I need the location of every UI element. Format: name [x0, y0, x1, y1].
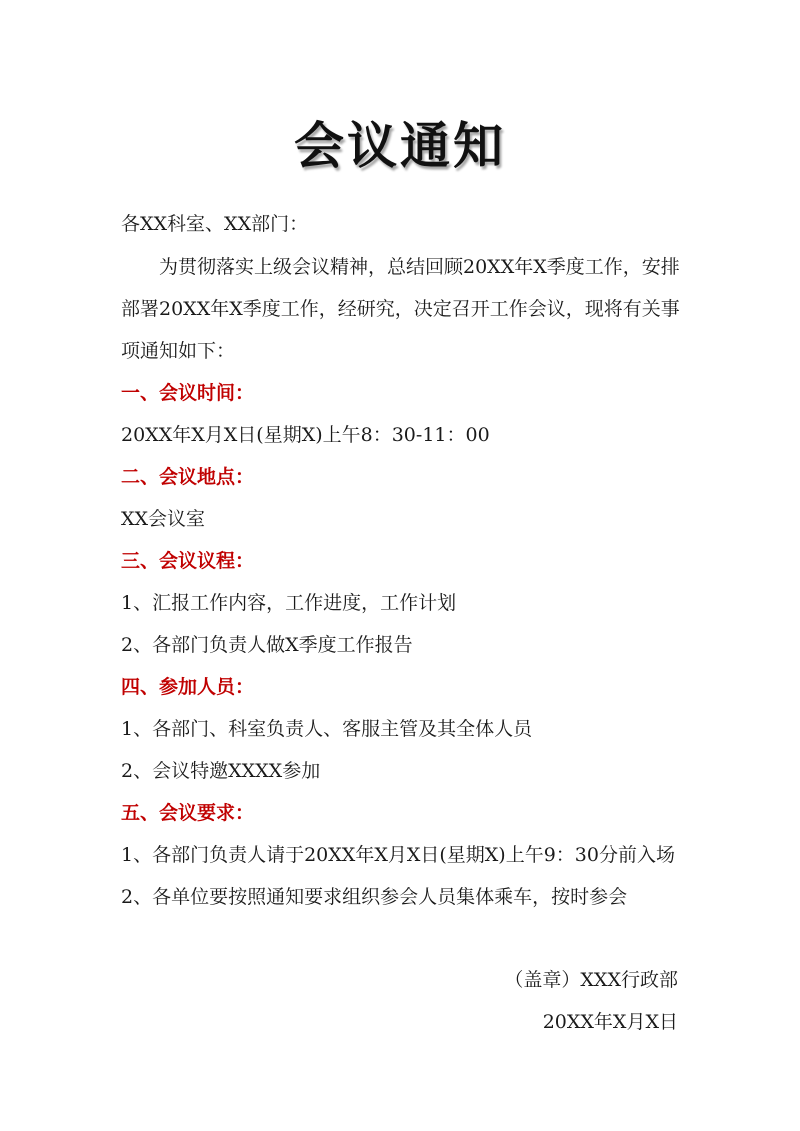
intro-line-3: 项通知如下： [121, 340, 236, 362]
section-time-line-1: 20XX年X月X日(星期X)上午8：30-11：00 [121, 424, 490, 446]
salutation: 各XX科室、XX部门： [121, 213, 309, 235]
section-attendees-line-1: 1、各部门、科室负责人、客服主管及其全体人员 [121, 718, 533, 740]
issue-date: 20XX年X月X日 [542, 1011, 678, 1033]
section-heading-agenda: 三、会议议程： [121, 550, 255, 572]
section-attendees-line-2: 2、会议特邀XXXX参加 [121, 760, 321, 782]
section-heading-location: 二、会议地点： [121, 466, 255, 488]
section-agenda-line-1: 1、汇报工作内容，工作进度，工作计划 [121, 592, 457, 614]
section-heading-time: 一、会议时间： [121, 382, 255, 404]
section-requirements-line-2: 2、各单位要按照通知要求组织参会人员集体乘车，按时参会 [121, 886, 628, 908]
section-requirements-line-1: 1、各部门负责人请于20XX年X月X日(星期X)上午9：30分前入场 [121, 844, 675, 866]
section-heading-attendees: 四、参加人员： [121, 676, 255, 698]
document-title: 会议通知 [294, 117, 506, 175]
signature: （盖章）XXX行政部 [504, 969, 678, 991]
intro-line-2: 部署20XX年X季度工作，经研究，决定召开工作会议，现将有关事 [121, 298, 680, 320]
section-location-line-1: XX会议室 [121, 508, 206, 530]
section-heading-requirements: 五、会议要求： [121, 802, 255, 824]
section-agenda-line-2: 2、各部门负责人做X季度工作报告 [121, 634, 413, 656]
intro-line-1: 为贯彻落实上级会议精神，总结回顾20XX年X季度工作，安排 [159, 256, 680, 278]
